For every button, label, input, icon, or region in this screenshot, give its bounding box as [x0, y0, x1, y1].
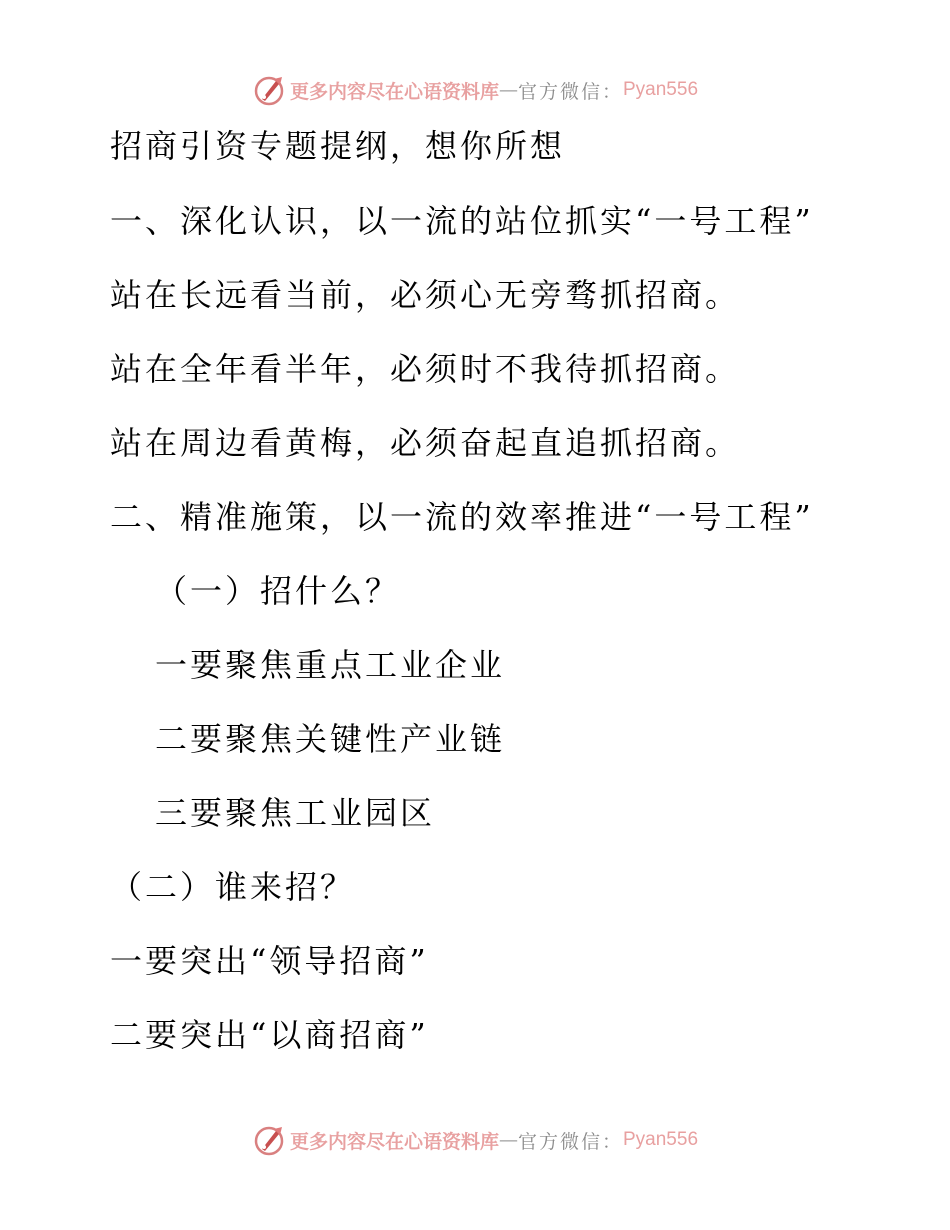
subsection-heading: （一）招什么？	[155, 572, 401, 610]
quill-pen-logo-icon	[252, 1123, 286, 1157]
watermark-separator: —	[498, 79, 518, 101]
list-item: 二要突出“以商招商”	[110, 1016, 429, 1054]
list-item: 三要聚焦工业园区	[155, 794, 436, 832]
paragraph-line: 站在周边看黄梅，必须奋起直追抓招商。	[110, 424, 741, 462]
watermark-brand-text: 更多内容尽在心语资料库	[289, 80, 499, 103]
section-heading-2: 二、精准施策，以一流的效率推进“一号工程”	[110, 498, 814, 536]
watermark-brand-text: 更多内容尽在心语资料库	[289, 1130, 499, 1153]
footer-watermark	[0, 1120, 950, 1160]
watermark-wechat-label: 官方微信：	[517, 80, 623, 103]
quill-pen-logo-icon	[252, 73, 286, 107]
watermark-separator: —	[498, 1129, 518, 1151]
document-title: 招商引资专题提纲，想你所想	[110, 127, 566, 165]
section-heading-1: 一、深化认识，以一流的站位抓实“一号工程”	[110, 202, 814, 240]
paragraph-line: 站在长远看当前，必须心无旁骛抓招商。	[110, 276, 741, 314]
subsection-heading: （二）谁来招？	[110, 868, 356, 906]
watermark-wechat-id: Pyan556	[623, 1129, 699, 1150]
watermark-wechat-id: Pyan556	[623, 79, 699, 100]
header-watermark	[0, 70, 950, 110]
paragraph-line: 站在全年看半年，必须时不我待抓招商。	[110, 350, 741, 388]
list-item: 一要突出“领导招商”	[110, 942, 429, 980]
watermark-wechat-label: 官方微信：	[517, 1130, 623, 1153]
list-item: 二要聚焦关键性产业链	[155, 720, 506, 758]
list-item: 一要聚焦重点工业企业	[155, 646, 506, 684]
